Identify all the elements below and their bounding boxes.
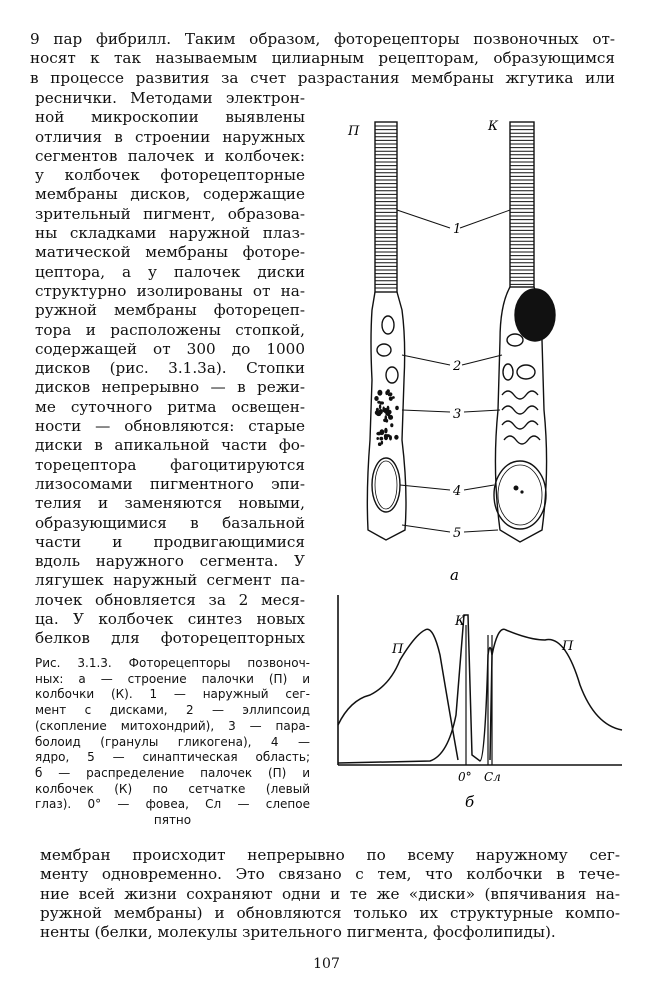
text-line: (скопление митохондрий), 3 — пара- xyxy=(35,718,310,733)
text-line: зрительный пигмент, образова- xyxy=(35,204,305,223)
glycogen-granule xyxy=(386,410,389,416)
text-line: менту одновременно. Это связано с тем, что колбочки в тече- xyxy=(40,865,620,884)
text-line: тора и расположены стопкой, xyxy=(35,320,305,339)
text-line: болоид (гранулы гликогена), 4 — xyxy=(35,734,310,749)
glycogen-granule xyxy=(388,415,393,420)
text-line: ядро, 5 — синаптическая область; xyxy=(35,750,310,765)
glycogen-granule xyxy=(376,437,379,440)
text-line: в процессе развития за счет разрастания мембраны жгутика или xyxy=(30,68,615,87)
series-label-cones: К xyxy=(455,614,466,629)
glycogen-granule xyxy=(379,404,381,409)
part-label-5: 5 xyxy=(453,526,462,541)
text-line: образующимися в базальной xyxy=(35,513,305,532)
text-line: мент с дисками, 2 — эллипсоид xyxy=(35,703,310,718)
text-line: матической мембраны фоторе- xyxy=(35,243,305,262)
text-line: колбочек (К) по сетчатке (левый xyxy=(35,781,310,796)
glycogen-granule xyxy=(374,396,378,401)
text-line: лизосомами пигментного эпи- xyxy=(35,474,305,493)
text-line: части и продвигающимися xyxy=(35,532,305,551)
glycogen-granule xyxy=(380,401,384,404)
glycogen-granule xyxy=(390,423,393,427)
cones-curve xyxy=(338,615,492,763)
text-line: ме суточного ритма освещен- xyxy=(35,397,305,416)
text-line: Рис. 3.1.3. Фоторецепторы позвоноч- xyxy=(35,656,310,670)
glycogen-granule xyxy=(384,428,387,434)
glycogen-granule xyxy=(379,409,383,414)
text-line: ца. У колбочек синтез новых xyxy=(35,610,305,629)
text-line: ненты (белки, молекулы зрительного пигмента, фосфолипиды). xyxy=(40,923,556,942)
top-paragraph xyxy=(30,30,615,88)
glycogen-granule xyxy=(392,396,395,399)
part-label-3: 3 xyxy=(453,407,462,422)
page-number: 107 xyxy=(313,956,340,972)
glycogen-granule xyxy=(376,432,381,436)
text-line: ных: а — строение палочки (П) и xyxy=(35,671,310,686)
text-line: ние всей жизни сохраняют одни и те же «диски» (впячивания на- xyxy=(40,884,620,903)
text-line: белков для фоторецепторных xyxy=(35,629,305,648)
figure-caption xyxy=(35,656,310,829)
text-line: дисков (рис. 3.1.3а). Стопки xyxy=(35,359,305,378)
text-line: вдоль наружного сегмента. У xyxy=(35,552,305,571)
x-tick-fovea: 0° xyxy=(458,770,472,784)
figure-b-distribution-chart xyxy=(330,595,630,830)
text-line: колбочки (К). 1 — наружный сег- xyxy=(35,687,310,702)
text-line: телия и заменяются новыми, xyxy=(35,494,305,513)
panel-label-b: б xyxy=(465,793,475,811)
text-line: ной микроскопии выявлены xyxy=(35,108,305,127)
x-tick-blind-spot: Сл xyxy=(484,770,501,784)
glycogen-granule xyxy=(381,441,383,445)
glycogen-granule xyxy=(378,391,381,394)
cone-label: К xyxy=(488,119,499,134)
text-line: б — распределение палочек (П) и xyxy=(35,765,310,780)
bottom-paragraph xyxy=(40,846,620,942)
rods-curve-right xyxy=(490,629,622,760)
text-line: отличия в строении наружных xyxy=(35,127,305,146)
text-line: реснички. Методами электрон- xyxy=(35,89,305,107)
glycogen-granule xyxy=(385,434,390,437)
glycogen-granule xyxy=(379,437,383,441)
text-line: ружной мембраны) и обновляются только их структурные компо- xyxy=(40,903,620,922)
figure-a-photoreceptors xyxy=(330,110,630,590)
text-line: дисков непрерывно — в режи- xyxy=(35,378,305,397)
glycogen-granule xyxy=(388,393,392,396)
text-line: цептора, а у палочек диски xyxy=(35,262,305,281)
text-line: диски в апикальной части фо- xyxy=(35,436,305,455)
series-label-rods-left: П xyxy=(392,642,404,657)
text-line: ружной мембраны фоторецеп- xyxy=(35,301,305,320)
text-line: мембран происходит непрерывно по всему наружному сег- xyxy=(40,846,620,864)
text-line: мембраны дисков, содержащие xyxy=(35,185,305,204)
part-label-2: 2 xyxy=(453,359,462,374)
rod-label: П xyxy=(348,124,360,139)
text-line: глаз). 0° — фовеа, Сл — слепое xyxy=(35,797,310,812)
text-line: у колбочек фоторецепторные xyxy=(35,166,305,185)
text-line: 9 пар фибрилл. Таким образом, фоторецепторы позвоночных от- xyxy=(30,30,615,48)
glycogen-granule xyxy=(394,435,398,440)
glycogen-granule xyxy=(395,406,399,410)
panel-label-a: а xyxy=(450,566,459,584)
part-label-4: 4 xyxy=(453,484,462,499)
text-line: пятно xyxy=(153,813,192,828)
text-line: ности — обновляются: старые xyxy=(35,417,305,436)
text-line: лягушек наружный сегмент па- xyxy=(35,571,305,590)
text-line: сегментов палочек и колбочек: xyxy=(35,146,305,165)
part-label-1: 1 xyxy=(453,222,462,237)
series-label-rods-right: П xyxy=(562,639,574,654)
text-line: лочек обновляется за 2 меся- xyxy=(35,590,305,609)
text-line: носят к так называемым цилиарным рецепторам, образующимся xyxy=(30,49,615,68)
text-line: содержащей от 300 до 1000 xyxy=(35,339,305,358)
text-line: ны складками наружной плаз- xyxy=(35,224,305,243)
text-line: структурно изолированы от на- xyxy=(35,281,305,300)
glycogen-granule xyxy=(376,408,379,412)
left-column-text xyxy=(35,89,305,649)
text-line: торецептора фагоцитируются xyxy=(35,455,305,474)
glycogen-granule xyxy=(383,419,387,423)
